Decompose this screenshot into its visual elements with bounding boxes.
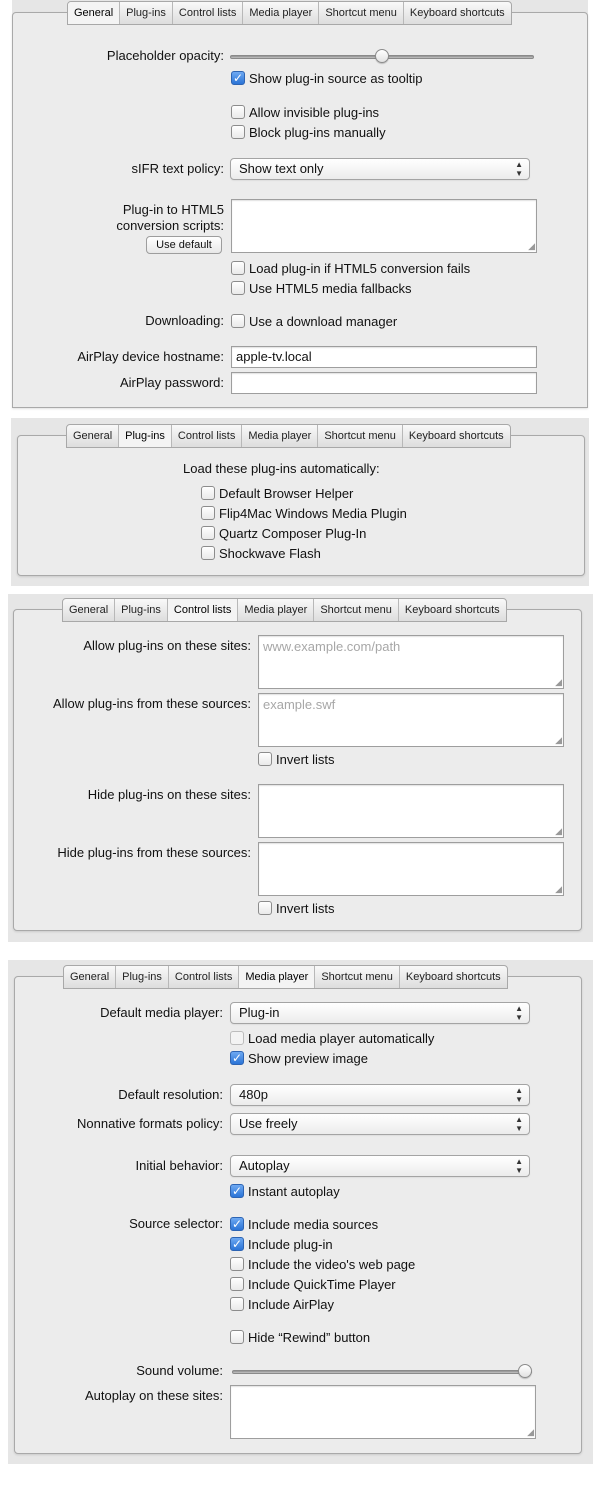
checkbox-label: Include QuickTime Player [248, 1276, 396, 1292]
resize-grip-icon[interactable]: ◢ [528, 241, 535, 251]
control-lists-screenshot [8, 594, 593, 942]
tab-keyboard-shortcuts[interactable]: Keyboard shortcuts [404, 604, 500, 616]
tab-plug-ins[interactable]: Plug-ins [116, 966, 169, 988]
checkbox-box [230, 1257, 244, 1271]
checkbox-box [201, 546, 215, 560]
tab-control-lists[interactable]: Control lists [169, 966, 239, 988]
general-screenshot [12, 0, 588, 408]
hide-sites-label: Hide plug-ins on these sites: [87, 787, 251, 802]
use-default-button[interactable]: Use default [146, 236, 222, 254]
plugin-checkbox-quartz-composer[interactable] [201, 524, 366, 542]
checkbox-label: Invert lists [276, 751, 335, 767]
tab-general[interactable]: General [63, 599, 115, 621]
checkbox-box [230, 1330, 244, 1344]
allow-sources-textarea[interactable] [258, 693, 564, 747]
include-media-sources-checkbox[interactable] [230, 1215, 378, 1233]
checkbox-label: Flip4Mac Windows Media Plugin [219, 505, 407, 521]
default-resolution-label: Default resolution: [118, 1087, 223, 1102]
resize-grip-icon[interactable]: ◢ [555, 735, 562, 745]
include-airplay-checkbox[interactable] [230, 1295, 334, 1313]
checkbox-label: Load media player automatically [248, 1030, 435, 1046]
tab-keyboard-shortcuts[interactable]: Keyboard shortcuts [409, 7, 505, 19]
checkbox-label: Hide “Rewind” button [248, 1329, 371, 1345]
slider-knob[interactable] [375, 49, 389, 63]
tab-shortcut-menu[interactable]: Shortcut menu [319, 2, 404, 24]
select-value: Show text only [239, 161, 324, 176]
select-value: Autoplay [239, 1158, 290, 1173]
autoplay-sites-label: Autoplay on these sites: [84, 1388, 223, 1403]
sifr-policy-label: sIFR text policy: [131, 161, 224, 176]
default-resolution-select[interactable] [230, 1084, 530, 1106]
checkbox-label: Include AirPlay [248, 1296, 334, 1312]
allow-invisible-checkbox[interactable] [231, 103, 379, 121]
checkbox-label: Default Browser Helper [219, 485, 354, 501]
checkbox-box [258, 752, 272, 766]
updown-arrows-icon: ▲ ▼ [515, 1115, 523, 1133]
tab-control-lists[interactable]: Control lists [172, 425, 242, 447]
plugin-checkbox-shockwave-flash[interactable] [201, 544, 321, 562]
tab-plug-ins[interactable]: Plug-ins [120, 2, 173, 24]
tab-bar [62, 598, 507, 622]
resize-grip-icon[interactable]: ◢ [527, 1427, 534, 1437]
checkbox-label: Invert lists [276, 900, 335, 916]
nonnative-policy-label: Nonnative formats policy: [77, 1116, 223, 1131]
checkbox-label: Show plug-in source as tooltip [249, 70, 423, 86]
resize-grip-icon[interactable]: ◢ [555, 826, 562, 836]
checkbox-box [201, 506, 215, 520]
invert-allow-lists-checkbox[interactable] [258, 750, 335, 768]
checkbox-box [258, 901, 272, 915]
tab-media-player[interactable]: Media player [243, 2, 319, 24]
tab-general[interactable]: General [64, 966, 116, 988]
checkmark-icon: ✓ [231, 1237, 243, 1251]
checkbox-label: Shockwave Flash [219, 545, 321, 561]
tab-control-lists[interactable]: Control lists [173, 2, 243, 24]
hide-rewind-checkbox[interactable] [230, 1328, 370, 1346]
airplay-password-input[interactable] [231, 372, 537, 394]
checkbox-label: Use HTML5 media fallbacks [249, 280, 412, 296]
tab-plug-ins[interactable]: Plug-ins [119, 425, 172, 447]
sound-volume-slider[interactable] [232, 1364, 532, 1380]
airplay-password-label: AirPlay password: [119, 375, 224, 390]
tab-media-player[interactable]: Media player [238, 599, 314, 621]
checkmark-icon: ✓ [231, 1217, 243, 1231]
checkbox-label: Use a download manager [249, 313, 398, 329]
checkbox-box [230, 1031, 244, 1045]
include-plugin-checkbox[interactable] [230, 1235, 333, 1253]
include-web-page-checkbox[interactable] [230, 1255, 415, 1273]
checkbox-box [201, 486, 215, 500]
sound-volume-label: Sound volume: [136, 1363, 223, 1378]
default-player-select[interactable] [230, 1002, 530, 1024]
checkmark-icon: ✓ [231, 1051, 243, 1065]
checkbox-label: Allow invisible plug-ins [249, 104, 380, 120]
allow-sites-textarea[interactable] [258, 635, 564, 689]
source-selector-label: Source selector: [129, 1216, 223, 1231]
tab-bar [66, 424, 511, 448]
checkbox-label: Quartz Composer Plug-In [219, 525, 367, 541]
hide-sites-textarea[interactable] [258, 784, 564, 838]
checkbox-box [231, 261, 245, 275]
resize-grip-icon[interactable]: ◢ [555, 884, 562, 894]
select-value: Use freely [239, 1116, 298, 1131]
textarea-placeholder: www.example.com/path [263, 639, 401, 654]
checkbox-label: Show preview image [248, 1050, 368, 1066]
sifr-policy-select[interactable] [230, 158, 530, 180]
html5-fallbacks-checkbox[interactable] [231, 279, 412, 297]
placeholder-opacity-slider[interactable] [230, 49, 534, 65]
checkbox-box [231, 314, 245, 328]
show-source-tooltip-checkbox[interactable] [231, 69, 422, 87]
checkmark-icon: ✓ [232, 71, 244, 85]
checkbox-box [230, 1297, 244, 1311]
load-automatically-checkbox[interactable] [230, 1029, 434, 1047]
checkbox-label: Include media sources [248, 1216, 379, 1232]
html5-scripts-label-line2: conversion scripts: [116, 218, 224, 233]
checkbox-label: Load plug-in if HTML5 conversion fails [249, 260, 471, 276]
show-preview-checkbox[interactable] [230, 1049, 368, 1067]
initial-behavior-label: Initial behavior: [135, 1158, 223, 1173]
checkmark-icon: ✓ [231, 1184, 243, 1198]
checkbox-label: Include the video's web page [248, 1256, 416, 1272]
tab-bar [63, 965, 508, 989]
nonnative-policy-select[interactable] [230, 1113, 530, 1135]
checkbox-box [230, 1277, 244, 1291]
select-value: 480p [239, 1087, 268, 1102]
updown-arrows-icon: ▲ ▼ [515, 1157, 523, 1175]
resize-grip-icon[interactable]: ◢ [555, 677, 562, 687]
checkbox-box [231, 105, 245, 119]
plugins-heading: Load these plug-ins automatically: [183, 461, 380, 476]
airplay-hostname-input[interactable]: apple-tv.local [231, 346, 537, 368]
hide-sources-textarea[interactable] [258, 842, 564, 896]
initial-behavior-select[interactable] [230, 1155, 530, 1177]
tab-shortcut-menu[interactable]: Shortcut menu [315, 966, 400, 988]
plugins-screenshot [11, 418, 589, 586]
tab-general[interactable]: General [68, 2, 120, 24]
checkbox-box [201, 526, 215, 540]
allow-sites-label: Allow plug-ins on these sites: [83, 638, 251, 653]
checkbox-box [231, 125, 245, 139]
plugin-checkbox-default-browser-helper[interactable] [201, 484, 353, 502]
checkbox-label: Instant autoplay [248, 1183, 340, 1199]
downloading-label: Downloading: [145, 313, 224, 328]
html5-scripts-textarea[interactable] [231, 199, 537, 253]
block-manually-checkbox[interactable] [231, 123, 386, 141]
select-value: Plug-in [239, 1005, 280, 1020]
allow-sources-label: Allow plug-ins from these sources: [53, 696, 251, 711]
checkbox-label: Include plug-in [248, 1236, 333, 1252]
default-player-label: Default media player: [100, 1005, 223, 1020]
updown-arrows-icon: ▲ ▼ [515, 1086, 523, 1104]
textarea-placeholder: example.swf [263, 697, 336, 712]
tab-bar [67, 1, 512, 25]
tab-general[interactable]: General [67, 425, 119, 447]
tab-shortcut-menu[interactable]: Shortcut menu [314, 599, 399, 621]
tab-control-lists[interactable]: Control lists [168, 599, 238, 621]
plugin-checkbox-flip4mac[interactable] [201, 504, 407, 522]
hide-sources-label: Hide plug-ins from these sources: [57, 845, 251, 860]
html5-scripts-label-line1: Plug-in to HTML5 [122, 202, 224, 217]
slider-track [232, 1370, 532, 1374]
tab-keyboard-shortcuts[interactable]: Keyboard shortcuts [408, 430, 504, 442]
checkbox-box [231, 281, 245, 295]
invert-hide-lists-checkbox[interactable] [258, 899, 335, 917]
updown-arrows-icon: ▲ ▼ [515, 160, 523, 178]
download-manager-checkbox[interactable] [231, 312, 397, 330]
instant-autoplay-checkbox[interactable] [230, 1182, 340, 1200]
load-if-fails-checkbox[interactable] [231, 259, 470, 277]
include-quicktime-checkbox[interactable] [230, 1275, 396, 1293]
tab-plug-ins[interactable]: Plug-ins [115, 599, 168, 621]
updown-arrows-icon: ▲ ▼ [515, 1004, 523, 1022]
tab-media-player[interactable]: Media player [239, 966, 315, 988]
tab-keyboard-shortcuts[interactable]: Keyboard shortcuts [405, 971, 501, 983]
slider-knob[interactable] [518, 1364, 532, 1378]
tab-media-player[interactable]: Media player [242, 425, 318, 447]
airplay-hostname-label: AirPlay device hostname: [77, 349, 224, 364]
tab-shortcut-menu[interactable]: Shortcut menu [318, 425, 403, 447]
placeholder-opacity-label: Placeholder opacity: [106, 48, 224, 63]
checkbox-label: Block plug-ins manually [249, 124, 386, 140]
media-player-screenshot [8, 960, 593, 1464]
autoplay-sites-textarea[interactable] [230, 1385, 536, 1439]
